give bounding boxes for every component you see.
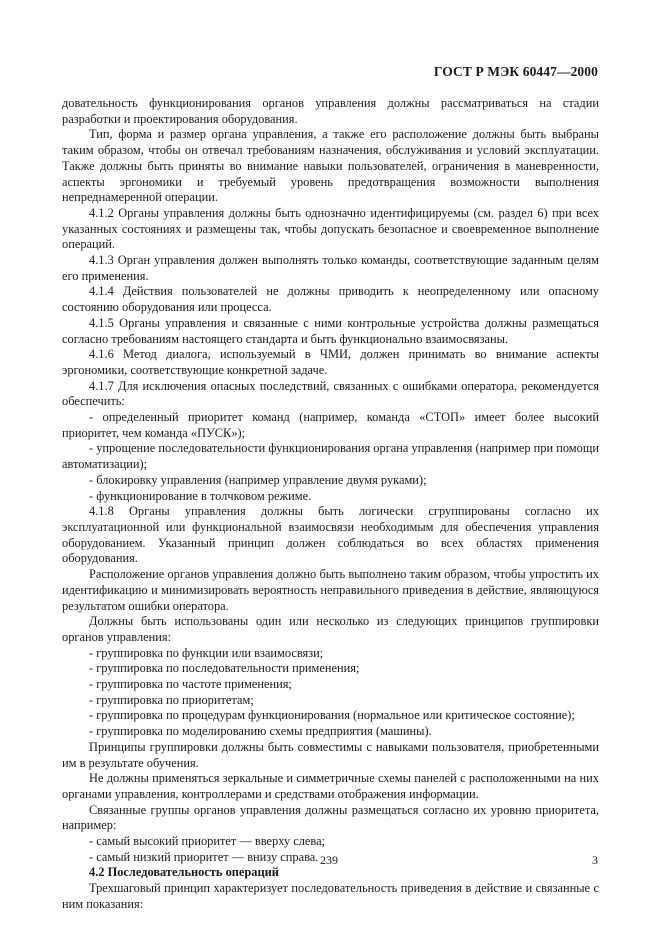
paragraph: Связанные группы органов управления должны размещаться согласно их уровню приоритета, например: (62, 802, 599, 833)
page-number-right: 3 (592, 853, 598, 867)
paragraph: Должны быть использованы один или несколько из следующих принципов группировки органов управления: (62, 614, 599, 644)
list-item: - самый высокий приоритет — вверху слева; (89, 834, 326, 849)
paragraph: Не должны применяться зеркальные и симметричные схемы панелей с расположенными на них органами управления, контроллерами и средствами отображения информации. (62, 771, 599, 801)
paragraph: Тип, форма и размер органа управления, а также его расположение должны быть выбраны таким образом, чтобы он отвечал требованиям назначения, обслуживания и условий эксплуатации. Также должны быть приняты во внимание навыки пользователей, ограничения в маневренности, аспекты эргономики и требуемый уровень предотвращения возможности выполнения непреднамеренной операции. (62, 127, 599, 205)
paragraph: Расположение органов управления должно быть выполнено таким образом, чтобы упростить их идентификацию и минимизировать вероятность неправильного приведения в действие, являющуюся результатом ошибки оператора. (62, 567, 599, 613)
list-item: - группировка по функции или взаимосвязи; (89, 645, 324, 660)
paragraph: 4.1.3 Орган управления должен выполнять только команды, соответствующие заданным целям его применения. (62, 253, 599, 283)
paragraph: довательность функционирования органов управления должны рассматриваться на стадии разработки и проектирования оборудования. (62, 96, 599, 126)
list-item: - определенный приоритет команд (например, команда «СТОП» имеет более высокий приоритет, чем команда «ПУСК»); (62, 410, 599, 440)
paragraph: 4.1.8 Органы управления должны быть логически сгруппированы согласно их эксплуатационной или функциональной взаимосвязи необходимым для обеспечения управления оборудованием. Указанный принцип должен соблюдаться во всех областях применения оборудования. (62, 504, 599, 566)
list-item: - группировка по последовательности применения; (89, 661, 360, 676)
paragraph: Принципы группировки должны быть совместимы с навыками пользователя, приобретенными им в результате обучения. (62, 739, 599, 770)
page-number-center: 239 (320, 853, 338, 867)
document-header-title: ГОСТ Р МЭК 60447—2000 (433, 64, 598, 79)
list-item: - группировка по моделированию схемы предприятия (машины). (89, 724, 432, 739)
list-item: - функционирование в толчковом режиме. (89, 488, 312, 503)
list-item: - группировка по процедурам функционирования (нормальное или критическое состояние); (89, 708, 575, 723)
section-heading: 4.2 Последовательность операций (89, 865, 279, 880)
list-item: - группировка по частоте применения; (89, 677, 292, 692)
paragraph: 4.1.2 Органы управления должны быть однозначно идентифицируемы (см. раздел 6) при всех указанных состояниях и размещены так, чтобы допускать безопасное и своевременное выполнение операций. (62, 205, 599, 252)
list-item: - упрощение последовательности функционирования органа управления (например при помощи автоматизации); (62, 441, 599, 472)
paragraph: Трехшаговый принцип характеризует последовательность приведения в действие и связанные с ним показания: (62, 881, 599, 911)
list-item: - группировка по приоритетам; (89, 692, 254, 707)
paragraph: 4.1.4 Действия пользователей не должны приводить к неопределенному или опасному состоянию оборудования или процесса. (62, 284, 599, 315)
paragraph: 4.1.7 Для исключения опасных последствий, связанных с ошибками оператора, рекомендуется обеспечить: (62, 378, 599, 409)
paragraph: 4.1.6 Метод диалога, используемый в ЧМИ, должен принимать во внимание аспекты эргономики, соответствующие конкретной задаче. (62, 347, 599, 377)
list-item: - блокировку управления (например управление двумя руками); (89, 472, 427, 487)
document-body (62, 96, 599, 913)
list-item: - самый низкий приоритет — внизу справа. (89, 849, 319, 864)
paragraph: 4.1.5 Органы управления и связанные с ними контрольные устройства должны размещаться согласно требованиям настоящего стандарта и быть функционально взаимосвязаны. (62, 315, 599, 346)
